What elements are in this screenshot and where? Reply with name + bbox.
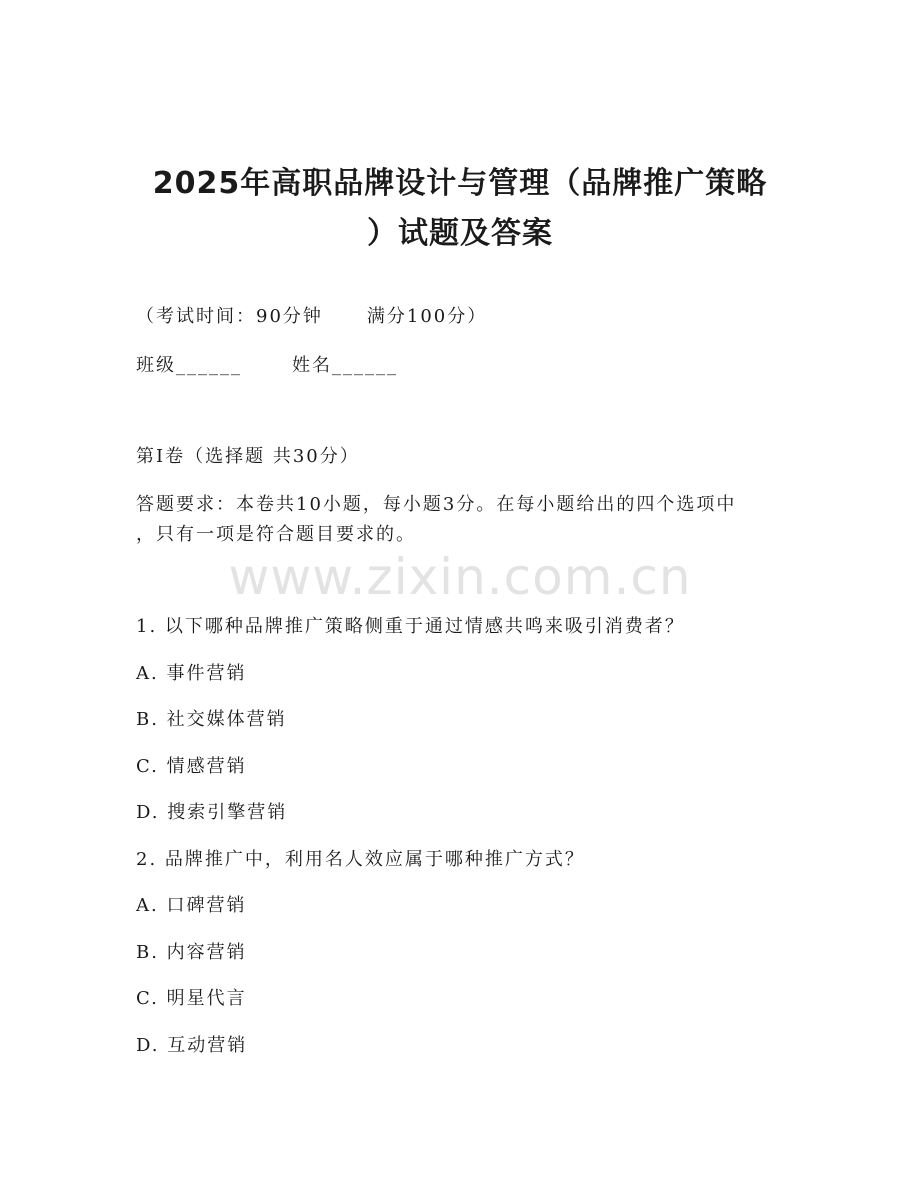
document-title-line-2: ）试题及答案	[367, 216, 553, 251]
question-1-option-b: B. 社交媒体营销	[136, 709, 287, 730]
section-instructions-line-2: ，只有一项是符合题目要求的。	[136, 524, 416, 545]
question-2-option-c: C. 明星代言	[136, 988, 247, 1009]
question-1-stem: 1. 以下哪种品牌推广策略侧重于通过情感共鸣来吸引消费者？	[136, 616, 685, 637]
section-instructions-line-1: 答题要求：本卷共10小题，每小题3分。在每小题给出的四个选项中	[136, 494, 737, 515]
student-fields	[136, 351, 398, 377]
exam-time: （考试时间：90分钟	[136, 306, 323, 327]
question-2-option-b: B. 内容营销	[136, 942, 247, 963]
exam-total-score: 满分100分）	[366, 306, 488, 327]
document-title-line-1: 2025年高职品牌设计与管理（品牌推广策略	[152, 166, 768, 201]
question-1-option-a: A. 事件营销	[136, 663, 247, 684]
question-2-stem: 2. 品牌推广中，利用名人效应属于哪种推广方式？	[136, 849, 585, 870]
exam-info	[136, 302, 487, 328]
question-2-option-a: A. 口碑营销	[136, 895, 247, 916]
question-1-option-c: C. 情感营销	[136, 756, 247, 777]
question-1-option-d: D. 搜索引擎营销	[136, 802, 288, 823]
name-field: 姓名______	[292, 355, 398, 376]
class-field: 班级______	[136, 355, 242, 376]
watermark: www.zixin.com.cn	[228, 548, 692, 606]
question-2-option-d: D. 互动营销	[136, 1035, 248, 1056]
section-title: 第I卷（选择题 共30分）	[136, 446, 360, 467]
